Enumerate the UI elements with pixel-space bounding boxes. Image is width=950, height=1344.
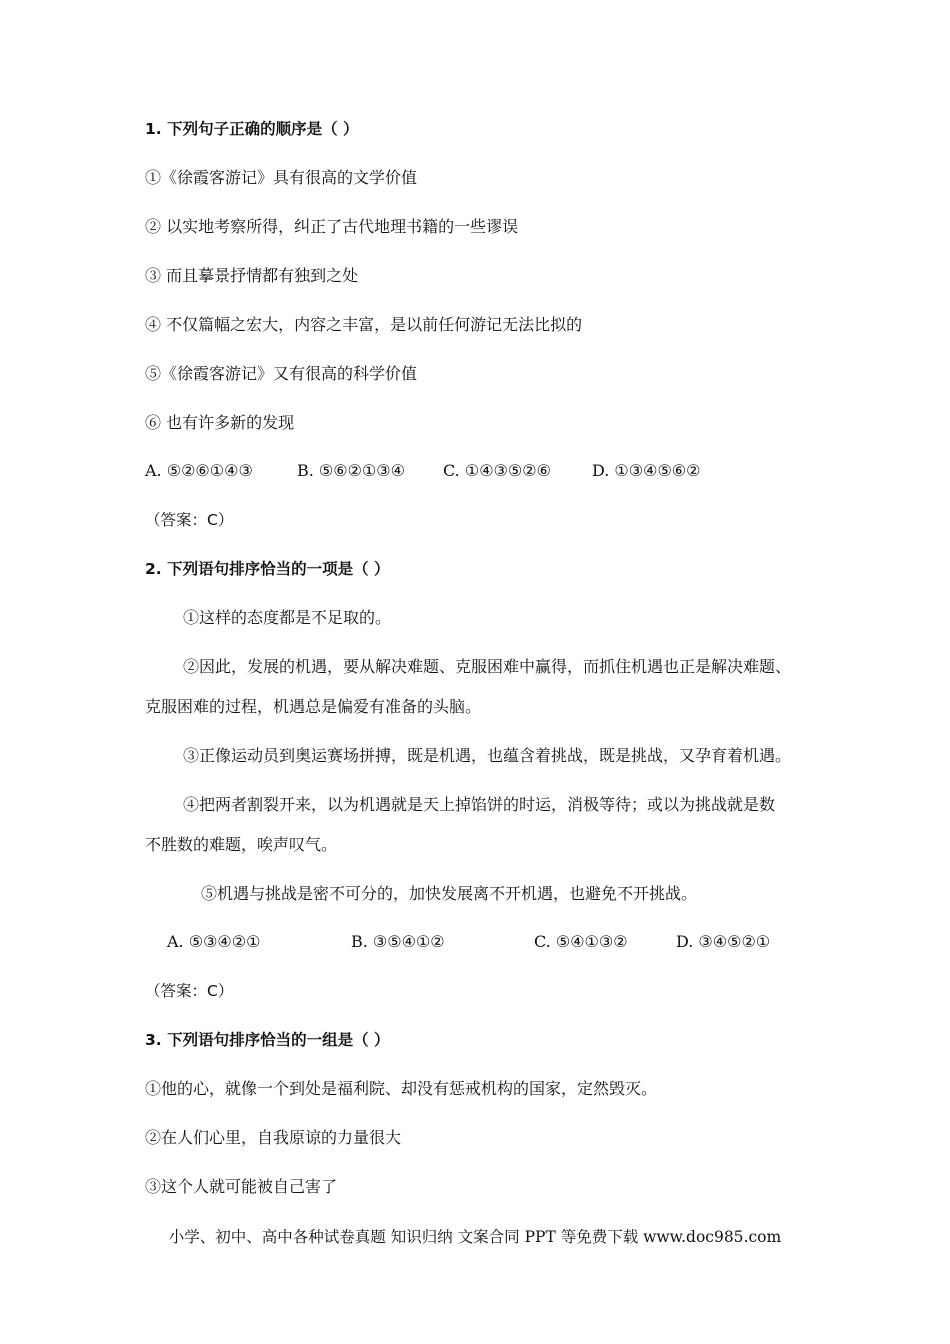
question-3-title: 3. 下列语句排序恰当的一组是（ ）	[145, 1031, 390, 1049]
q2-option-c: C. ⑤④①③②	[534, 932, 628, 951]
q2-sentence-1: ①这样的态度都是不足取的。	[183, 608, 392, 627]
q2-sentence-4a: ④把两者割裂开来，以为机遇就是天上掉馅饼的时运，消极等待；或以为挑战就是数	[183, 795, 776, 814]
q2-answer: （答案：C）	[145, 982, 234, 1000]
q1-option-a: A. ⑤②⑥①④③	[145, 461, 253, 480]
q1-sentence-2: ② 以实地考察所得，纠正了古代地理书籍的一些谬误	[145, 217, 519, 236]
q3-sentence-1: ①他的心，就像一个到处是福利院、却没有惩戒机构的国家，定然毁灭。	[145, 1079, 658, 1098]
q1-sentence-6: ⑥ 也有许多新的发现	[145, 413, 295, 432]
q2-sentence-2b: 克服困难的过程，机遇总是偏爱有准备的头脑。	[145, 697, 482, 716]
q1-sentence-5: ⑤《徐霞客游记》又有很高的科学价值	[145, 364, 418, 383]
q1-sentence-1: ①《徐霞客游记》具有很高的文学价值	[145, 168, 418, 187]
q2-sentence-2a: ②因此，发展的机遇，要从解决难题、克服困难中赢得，而抓住机遇也正是解决难题、	[183, 657, 792, 676]
q1-option-b: B. ⑤⑥②①③④	[297, 461, 405, 480]
question-1-title: 1. 下列句子正确的顺序是（ ）	[145, 120, 359, 138]
q2-sentence-5: ⑤机遇与挑战是密不可分的，加快发展离不开机遇，也避免不开挑战。	[201, 884, 698, 903]
q2-option-d: D. ③④⑤②①	[676, 932, 771, 951]
q1-option-c: C. ①④③⑤②⑥	[443, 461, 551, 480]
q2-sentence-3: ③正像运动员到奥运赛场拼搏，既是机遇，也蕴含着挑战，既是挑战，又孕育着机遇。	[183, 746, 792, 765]
q1-sentence-4: ④ 不仅篇幅之宏大，内容之丰富，是以前任何游记无法比拟的	[145, 315, 583, 334]
q1-answer: （答案：C）	[145, 511, 234, 529]
page-footer: 小学、初中、高中各种试卷真题 知识归纳 文案合同 PPT 等免费下载 www.doc985.com	[168, 1228, 782, 1246]
q1-sentence-3: ③ 而且摹景抒情都有独到之处	[145, 266, 359, 285]
q3-sentence-2: ②在人们心里，自我原谅的力量很大	[145, 1128, 402, 1147]
q2-sentence-4b: 不胜数的难题，唉声叹气。	[145, 835, 338, 854]
question-2-title: 2. 下列语句排序恰当的一项是（ ）	[145, 560, 390, 578]
q2-option-b: B. ③⑤④①②	[351, 932, 445, 951]
q2-option-a: A. ⑤③④②①	[167, 932, 261, 951]
q1-option-d: D. ①③④⑤⑥②	[592, 461, 701, 480]
q3-sentence-3: ③这个人就可能被自己害了	[145, 1177, 338, 1196]
